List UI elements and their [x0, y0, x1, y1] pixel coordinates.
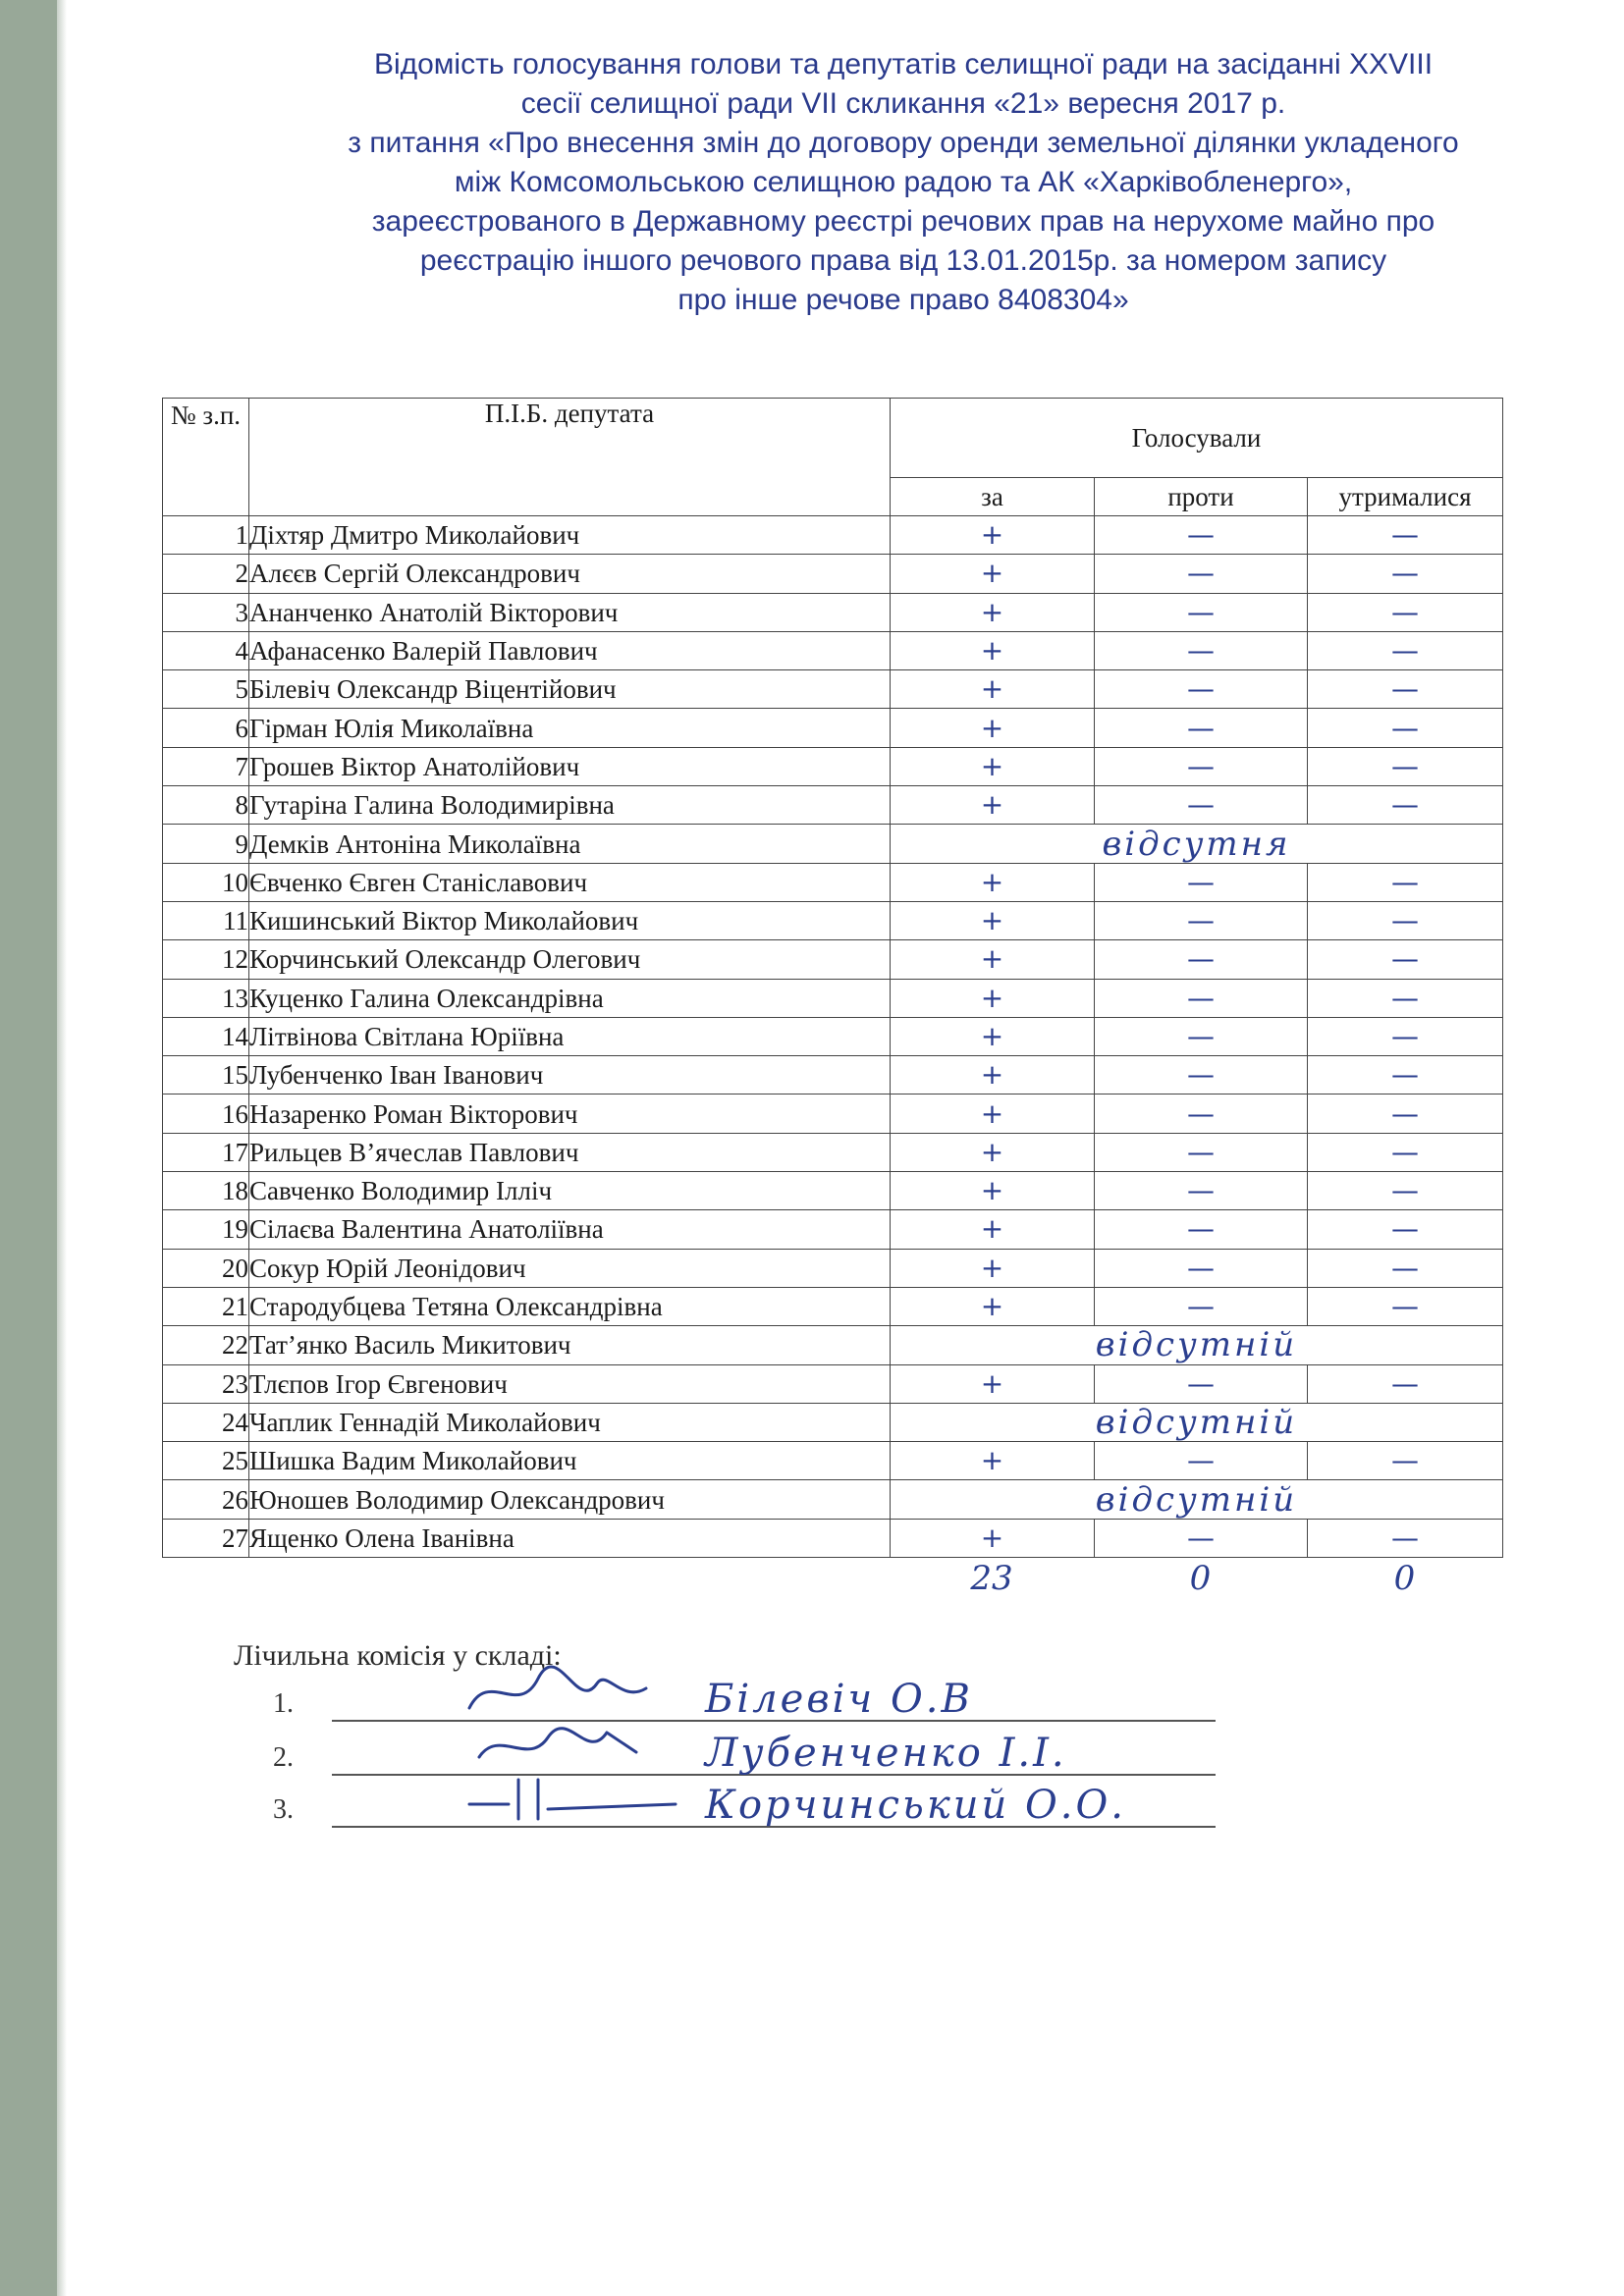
- table-row: [163, 940, 1503, 979]
- commission-member-2: [273, 1733, 1216, 1782]
- vote-abstained: —: [1308, 1017, 1503, 1055]
- vote-against: —: [1095, 1133, 1308, 1171]
- vote-for: +: [891, 1133, 1095, 1171]
- vote-abstained: —: [1308, 747, 1503, 785]
- vote-for: +: [891, 593, 1095, 631]
- row-number: 18: [163, 1172, 249, 1210]
- header-for: за: [891, 478, 1095, 516]
- scan-edge: [0, 0, 57, 2296]
- table-row: [163, 1133, 1503, 1171]
- vote-for: +: [891, 1056, 1095, 1095]
- title-line: Відомість голосування голови та депутатів селищної ради на засіданні XXVIII: [373, 48, 1434, 80]
- table-row: [163, 1172, 1503, 1210]
- vote-abstained: —: [1308, 901, 1503, 939]
- deputy-name: Алєєв Сергій Олександрович: [249, 555, 891, 593]
- vote-abstained: —: [1308, 593, 1503, 631]
- vote-against: —: [1095, 1210, 1308, 1249]
- vote-for: +: [891, 863, 1095, 901]
- table-row: [163, 1519, 1503, 1557]
- document-title: [216, 45, 1591, 320]
- deputy-name: Гутаріна Галина Володимирівна: [249, 786, 891, 825]
- row-number: 22: [163, 1326, 249, 1364]
- deputy-name: Корчинський Олександр Олегович: [249, 940, 891, 979]
- title-line: реєстрацію іншого речового права від 13.01.2015р. за номером запису: [419, 244, 1387, 277]
- vote-against: —: [1095, 516, 1308, 555]
- absent-note: відсутній: [891, 1326, 1503, 1364]
- vote-against: —: [1095, 555, 1308, 593]
- table-row: [163, 1249, 1503, 1287]
- vote-against: —: [1095, 631, 1308, 669]
- row-number: 24: [163, 1403, 249, 1441]
- table-row: [163, 979, 1503, 1017]
- row-number: 1: [163, 516, 249, 555]
- table-row: [163, 1095, 1503, 1133]
- vote-abstained: —: [1308, 1210, 1503, 1249]
- commission-member-1: [273, 1679, 1216, 1728]
- row-number: 26: [163, 1480, 249, 1519]
- total-abstained: 0: [1393, 1559, 1416, 1598]
- member-number: 1.: [273, 1688, 294, 1719]
- row-number: 10: [163, 863, 249, 901]
- vote-abstained: —: [1308, 1095, 1503, 1133]
- table-row: [163, 593, 1503, 631]
- deputy-name: Рильцев В’ячеслав Павлович: [249, 1133, 891, 1171]
- signature-scribble: [450, 1765, 685, 1834]
- row-number: 9: [163, 825, 249, 863]
- row-number: 2: [163, 555, 249, 593]
- vote-abstained: —: [1308, 709, 1503, 747]
- deputy-name: Грошев Віктор Анатолійович: [249, 747, 891, 785]
- scan-edge-shadow: [57, 0, 67, 2296]
- vote-abstained: —: [1308, 631, 1503, 669]
- vote-for: +: [891, 709, 1095, 747]
- vote-for: +: [891, 631, 1095, 669]
- commission-member-3: [273, 1785, 1216, 1834]
- row-number: 27: [163, 1519, 249, 1557]
- title-line: сесії селищної ради VII скликання «21» вересня 2017 р.: [520, 87, 1286, 120]
- vote-abstained: —: [1308, 1364, 1503, 1403]
- row-number: 20: [163, 1249, 249, 1287]
- table-row: [163, 786, 1503, 825]
- vote-against: —: [1095, 1249, 1308, 1287]
- row-number: 25: [163, 1442, 249, 1480]
- total-for: 23: [970, 1559, 1013, 1598]
- title-line: між Комсомольською селищною радою та АК «Харківобленерго»,: [454, 166, 1353, 198]
- vote-against: —: [1095, 863, 1308, 901]
- deputy-name: Кишинський Віктор Миколайович: [249, 901, 891, 939]
- vote-for: +: [891, 1095, 1095, 1133]
- table-row: [163, 1017, 1503, 1055]
- deputy-name: Стародубцева Тетяна Олександрівна: [249, 1287, 891, 1325]
- vote-for: +: [891, 670, 1095, 709]
- vote-abstained: —: [1308, 1287, 1503, 1325]
- vote-abstained: —: [1308, 786, 1503, 825]
- row-number: 3: [163, 593, 249, 631]
- row-number: 8: [163, 786, 249, 825]
- table-row: [163, 747, 1503, 785]
- table-body: [163, 516, 1503, 1558]
- deputy-name: Євченко Євген Станіславович: [249, 863, 891, 901]
- vote-against: —: [1095, 709, 1308, 747]
- deputy-name: Білевіч Олександр Віцентійович: [249, 670, 891, 709]
- row-number: 13: [163, 979, 249, 1017]
- vote-abstained: —: [1308, 940, 1503, 979]
- vote-for: +: [891, 1287, 1095, 1325]
- vote-abstained: —: [1308, 1519, 1503, 1557]
- row-number: 15: [163, 1056, 249, 1095]
- member-number: 3.: [273, 1794, 294, 1825]
- deputy-name: Куценко Галина Олександрівна: [249, 979, 891, 1017]
- vote-abstained: —: [1308, 1442, 1503, 1480]
- row-number: 23: [163, 1364, 249, 1403]
- table-row: [163, 1364, 1503, 1403]
- table-row: [163, 1287, 1503, 1325]
- header-abstained: утрималися: [1308, 478, 1503, 516]
- table-row: [163, 901, 1503, 939]
- absent-note: відсутній: [891, 1403, 1503, 1441]
- vote-abstained: —: [1308, 863, 1503, 901]
- commission-label: Лічильна комісія у складі:: [234, 1639, 562, 1672]
- table-row: [163, 1210, 1503, 1249]
- member-name: Лубенченко І.І.: [705, 1731, 1067, 1776]
- row-number: 4: [163, 631, 249, 669]
- table-row: [163, 825, 1503, 863]
- vote-against: —: [1095, 1519, 1308, 1557]
- vote-against: —: [1095, 1172, 1308, 1210]
- member-name: Білевіч О.В: [705, 1677, 973, 1722]
- vote-abstained: —: [1308, 1249, 1503, 1287]
- deputy-name: Чаплик Геннадій Миколайович: [249, 1403, 891, 1441]
- vote-against: —: [1095, 747, 1308, 785]
- deputy-name: Гірман Юлія Миколаївна: [249, 709, 891, 747]
- deputy-name: Савченко Володимир Ілліч: [249, 1172, 891, 1210]
- vote-abstained: —: [1308, 555, 1503, 593]
- deputy-name: Сокур Юрій Леонідович: [249, 1249, 891, 1287]
- deputy-name: Ященко Олена Іванівна: [249, 1519, 891, 1557]
- vote-against: —: [1095, 1287, 1308, 1325]
- row-number: 12: [163, 940, 249, 979]
- row-number: 17: [163, 1133, 249, 1171]
- member-number: 2.: [273, 1742, 294, 1773]
- vote-for: +: [891, 1442, 1095, 1480]
- deputy-name: Ананченко Анатолій Вікторович: [249, 593, 891, 631]
- vote-for: +: [891, 747, 1095, 785]
- vote-abstained: —: [1308, 1172, 1503, 1210]
- vote-totals: [162, 1559, 1502, 1608]
- absent-note: відсутній: [891, 1480, 1503, 1519]
- title-line: зареєстрованого в Державному реєстрі речових прав на нерухоме майно про: [371, 205, 1435, 238]
- vote-against: —: [1095, 1017, 1308, 1055]
- title-line: про інше речове право 8408304»: [677, 284, 1129, 316]
- header-voted: Голосували: [891, 399, 1503, 478]
- deputy-name: Тат’янко Василь Микитович: [249, 1326, 891, 1364]
- vote-against: —: [1095, 940, 1308, 979]
- absent-note: відсутня: [891, 825, 1503, 863]
- vote-for: +: [891, 1210, 1095, 1249]
- row-number: 5: [163, 670, 249, 709]
- row-number: 11: [163, 901, 249, 939]
- vote-against: —: [1095, 979, 1308, 1017]
- vote-for: +: [891, 1017, 1095, 1055]
- vote-against: —: [1095, 593, 1308, 631]
- deputy-name: Тлєпов Ігор Євгенович: [249, 1364, 891, 1403]
- vote-against: —: [1095, 1364, 1308, 1403]
- table-row: [163, 555, 1503, 593]
- vote-abstained: —: [1308, 979, 1503, 1017]
- row-number: 21: [163, 1287, 249, 1325]
- deputy-name: Літвінова Світлана Юріївна: [249, 1017, 891, 1055]
- row-number: 7: [163, 747, 249, 785]
- deputy-name: Шишка Вадим Миколайович: [249, 1442, 891, 1480]
- total-against: 0: [1189, 1559, 1212, 1598]
- vote-against: —: [1095, 786, 1308, 825]
- deputy-name: Афанасенко Валерій Павлович: [249, 631, 891, 669]
- title-line: з питання «Про внесення змін до договору оренди земельної ділянки укладеного: [348, 127, 1459, 159]
- vote-against: —: [1095, 901, 1308, 939]
- vote-abstained: —: [1308, 516, 1503, 555]
- table-row: [163, 863, 1503, 901]
- table-row: [163, 1403, 1503, 1441]
- header-name: П.І.Б. депутата: [249, 399, 891, 516]
- table-row: [163, 670, 1503, 709]
- vote-abstained: —: [1308, 1133, 1503, 1171]
- table-row: [163, 1056, 1503, 1095]
- vote-for: +: [891, 516, 1095, 555]
- vote-abstained: —: [1308, 1056, 1503, 1095]
- vote-against: —: [1095, 670, 1308, 709]
- vote-for: +: [891, 555, 1095, 593]
- vote-abstained: —: [1308, 670, 1503, 709]
- header-against: проти: [1095, 478, 1308, 516]
- vote-for: +: [891, 979, 1095, 1017]
- vote-for: +: [891, 1364, 1095, 1403]
- voting-table: [162, 398, 1503, 1558]
- header-number: № з.п.: [163, 399, 249, 516]
- table-row: [163, 516, 1503, 555]
- row-number: 19: [163, 1210, 249, 1249]
- vote-for: +: [891, 940, 1095, 979]
- table-row: [163, 631, 1503, 669]
- table-row: [163, 709, 1503, 747]
- deputy-name: Юношев Володимир Олександрович: [249, 1480, 891, 1519]
- vote-against: —: [1095, 1442, 1308, 1480]
- table-row: [163, 1442, 1503, 1480]
- deputy-name: Діхтяр Дмитро Миколайович: [249, 516, 891, 555]
- vote-for: +: [891, 1249, 1095, 1287]
- row-number: 16: [163, 1095, 249, 1133]
- vote-for: +: [891, 1172, 1095, 1210]
- vote-against: —: [1095, 1095, 1308, 1133]
- member-name: Корчинський О.О.: [705, 1783, 1126, 1828]
- deputy-name: Назаренко Роман Вікторович: [249, 1095, 891, 1133]
- row-number: 6: [163, 709, 249, 747]
- table-row: [163, 1326, 1503, 1364]
- vote-for: +: [891, 786, 1095, 825]
- table-row: [163, 1480, 1503, 1519]
- row-number: 14: [163, 1017, 249, 1055]
- deputy-name: Демків Антоніна Миколаївна: [249, 825, 891, 863]
- vote-against: —: [1095, 1056, 1308, 1095]
- vote-for: +: [891, 1519, 1095, 1557]
- deputy-name: Сілаєва Валентина Анатоліївна: [249, 1210, 891, 1249]
- deputy-name: Лубенченко Іван Іванович: [249, 1056, 891, 1095]
- vote-for: +: [891, 901, 1095, 939]
